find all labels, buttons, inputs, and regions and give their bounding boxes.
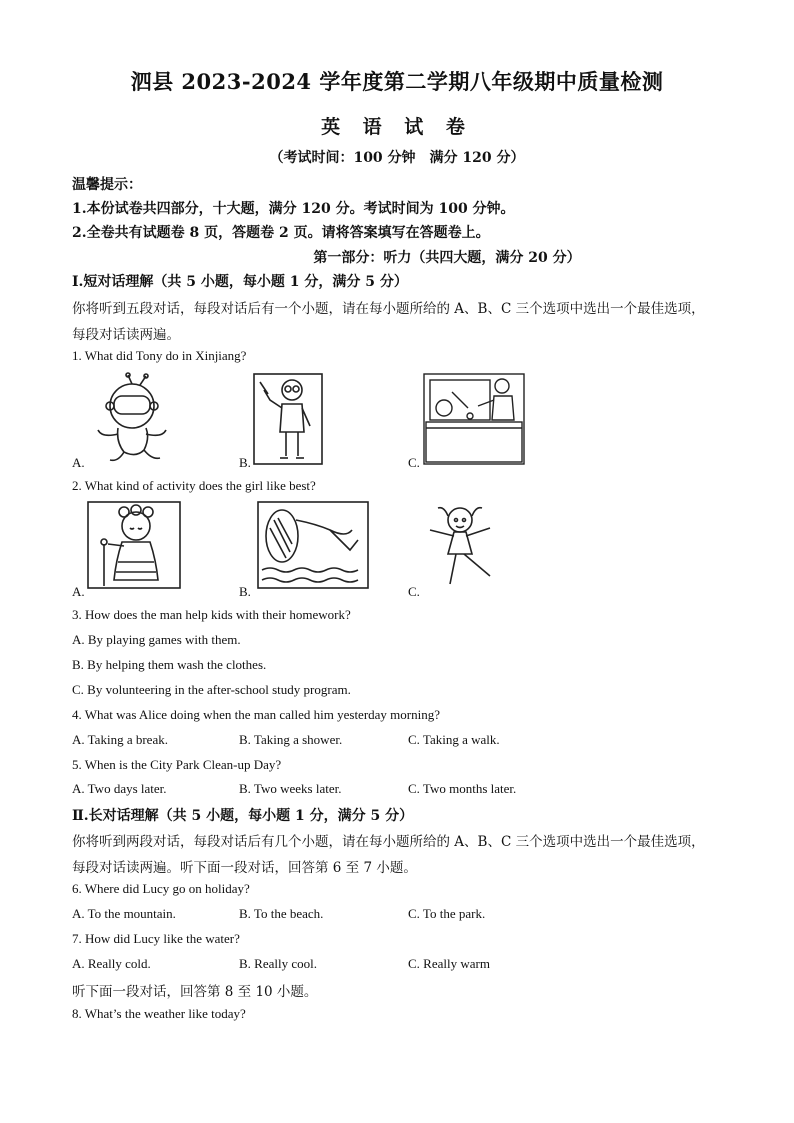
- question-8: 8. What’s the weather like today?: [72, 1006, 246, 1021]
- question-7: 7. How did Lucy like the water?: [72, 931, 240, 946]
- q4-option-a: A. Taking a break.: [72, 732, 168, 747]
- exam-title: 泗县 2023-2024 学年度第二学期八年级期中质量检测: [130, 69, 664, 94]
- q3-option-a: A. By playing games with them.: [72, 632, 241, 647]
- part1-heading: 第一部分：听力（共四大题，满分 20 分）: [313, 250, 581, 266]
- q2-option-a: A.: [72, 584, 85, 599]
- subject-title: 英 语 试 卷: [321, 116, 473, 138]
- q1-option-a: A.: [72, 455, 85, 470]
- question-2: 2. What kind of activity does the girl like best?: [72, 478, 316, 493]
- q1-option-c: C.: [408, 455, 420, 470]
- tips-heading: 温馨提示：: [72, 177, 142, 193]
- q5-option-c: C. Two months later.: [408, 781, 517, 796]
- section1-heading: Ⅰ.短对话理解（共 5 小题，每小题 1 分，满分 5 分）: [72, 274, 408, 290]
- q4-option-c: C. Taking a walk.: [408, 732, 500, 747]
- q1-option-b: B.: [239, 455, 251, 470]
- q6-option-a: A. To the mountain.: [72, 906, 176, 921]
- dancing-girl-drawing: [420, 500, 498, 590]
- painter-drawing: [252, 372, 324, 466]
- question-5: 5. When is the City Park Clean-up Day?: [72, 757, 282, 772]
- q2-option-b: B.: [239, 584, 251, 599]
- section2-instruction-2: 每段对话读两遍。听下面一段对话，回答第 6 至 7 小题。: [72, 860, 417, 876]
- question-6: 6. Where did Lucy go on holiday?: [72, 881, 250, 896]
- section1-instruction-2: 每段对话读两遍。: [72, 327, 180, 343]
- section2-instruction-3: 听下面一段对话，回答第 8 至 10 小题。: [72, 984, 318, 1000]
- time-note: （考试时间：100 分钟 满分 120 分）: [269, 150, 525, 166]
- singing-girl-drawing: [86, 500, 182, 590]
- q3-option-c: C. By volunteering in the after-school study program.: [72, 682, 351, 697]
- q2-option-c: C.: [408, 584, 420, 599]
- teacher-classroom-drawing: [422, 372, 526, 466]
- section1-instruction-1: 你将听到五段对话，每段对话后有一个小题，请在每小题所给的 A、B、C 三个选项中选出一个最佳选项，: [72, 301, 705, 317]
- q5-option-a: A. Two days later.: [72, 781, 167, 796]
- tips-line-2: 2.全卷共有试题卷 8 页，答题卷 2 页。请将答案填写在答题卷上。: [72, 225, 490, 241]
- q6-option-c: C. To the park.: [408, 906, 486, 921]
- q7-option-a: A. Really cold.: [72, 956, 151, 971]
- section2-instruction-1: 你将听到两段对话，每段对话后有几个小题，请在每小题所给的 A、B、C 三个选项中选出一个最佳选项，: [72, 834, 705, 850]
- q7-option-c: C. Really warm: [408, 956, 490, 971]
- q4-option-b: B. Taking a shower.: [239, 732, 343, 747]
- q7-option-b: B. Really cool.: [239, 956, 317, 971]
- question-3: 3. How does the man help kids with their homework?: [72, 607, 351, 622]
- q5-option-b: B. Two weeks later.: [239, 781, 342, 796]
- section2-heading: Ⅱ.长对话理解（共 5 小题，每小题 1 分，满分 5 分）: [72, 808, 414, 824]
- tips-line-1: 1.本份试卷共四部分，十大题，满分 120 分。考试时间为 100 分钟。: [72, 201, 515, 217]
- question-1: 1. What did Tony do in Xinjiang?: [72, 348, 247, 363]
- swimming-drawing: [256, 500, 370, 590]
- q6-option-b: B. To the beach.: [239, 906, 324, 921]
- question-4: 4. What was Alice doing when the man called him yesterday morning?: [72, 707, 440, 722]
- q3-option-b: B. By helping them wash the clothes.: [72, 657, 267, 672]
- robot-drawing: [88, 372, 174, 466]
